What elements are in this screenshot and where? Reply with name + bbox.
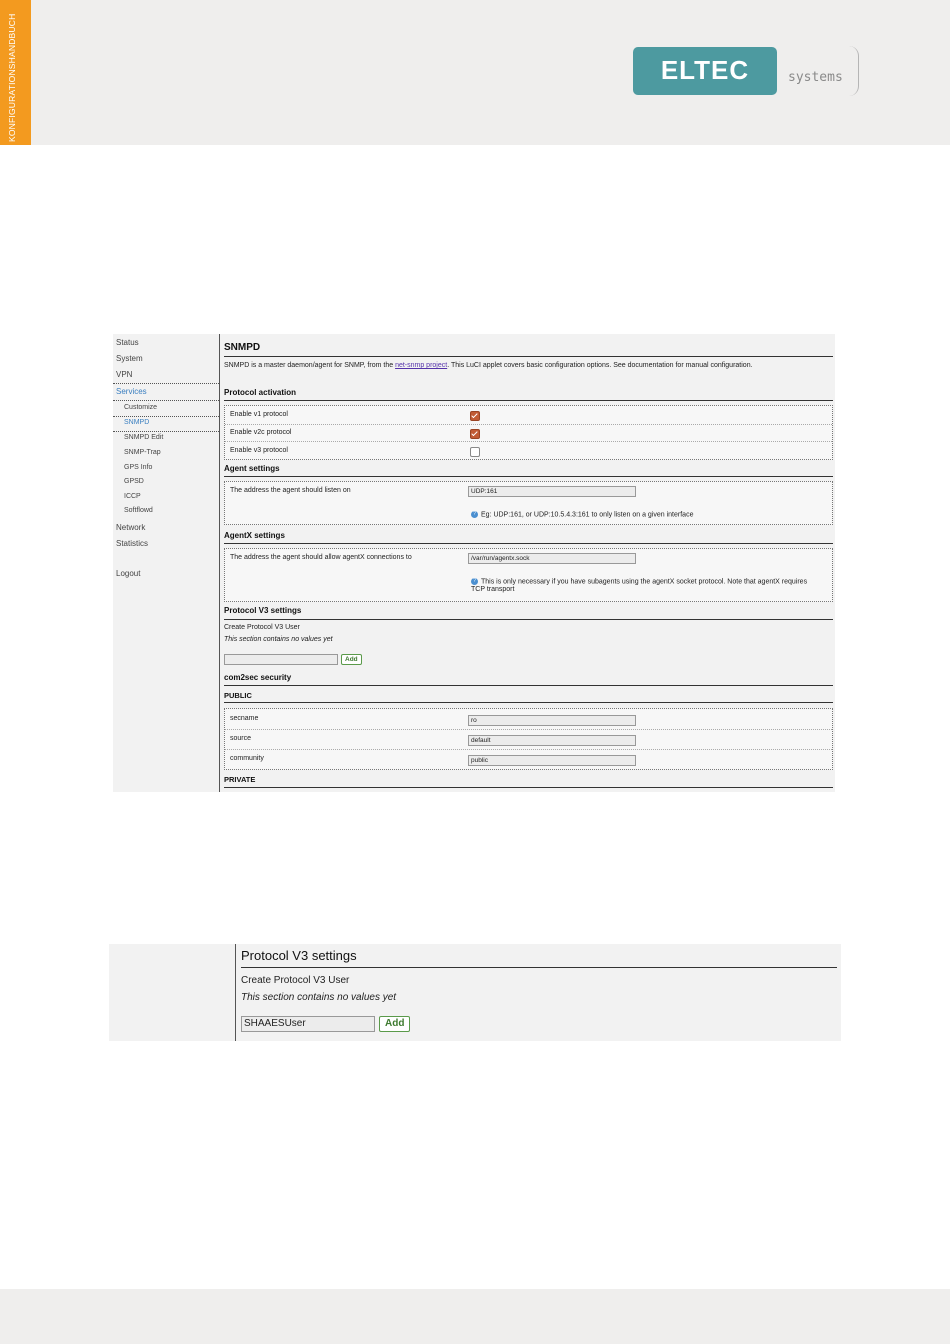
agent-settings-fieldset (224, 481, 833, 525)
nav-gpsd[interactable]: GPSD (124, 478, 144, 485)
side-tab (0, 0, 31, 145)
snmpd-screenshot (113, 334, 835, 792)
v2c-label: Enable v2c protocol (230, 429, 292, 436)
v3-empty-text: This section contains no values yet (224, 636, 333, 643)
com2sec-title: com2sec security (224, 673, 292, 682)
source-row (225, 729, 832, 750)
secname-label: secname (230, 715, 259, 722)
nav-network[interactable]: Network (116, 523, 146, 532)
v3-row (225, 441, 832, 459)
public-fieldset (224, 708, 833, 770)
nav-divider (113, 400, 219, 401)
v2c-row (225, 424, 832, 442)
section-rule (224, 685, 833, 686)
section-rule (224, 476, 833, 477)
v3-user-input[interactable] (224, 654, 338, 665)
nav-divider (113, 431, 219, 432)
v3-add-button[interactable]: Add (341, 654, 362, 665)
agentx-settings-title: AgentX settings (224, 531, 285, 540)
community-label: community (230, 755, 264, 762)
page-description (224, 362, 824, 370)
logo-bracket (846, 46, 859, 96)
section-rule (224, 543, 833, 544)
nav-statistics[interactable]: Statistics (116, 539, 149, 548)
nav-system[interactable]: System (116, 354, 143, 363)
info-icon: ? (471, 578, 478, 585)
title-rule (224, 356, 833, 357)
private-title: PRIVATE (224, 775, 256, 784)
community-input[interactable]: public (468, 755, 636, 766)
v3-zoom-create-label: Create Protocol V3 User (241, 975, 350, 986)
v3-checkbox[interactable] (470, 447, 480, 457)
section-rule (224, 702, 833, 703)
v3-zoom-rule (241, 967, 837, 968)
v3-label: Enable v3 protocol (230, 447, 288, 454)
v2c-checkbox[interactable] (470, 429, 480, 439)
sidebar-nav (113, 334, 220, 792)
info-icon: ? (471, 511, 478, 518)
v3-zoom-empty-text: This section contains no values yet (241, 992, 397, 1003)
v3-zoom-screenshot (109, 944, 841, 1041)
nav-gps-info[interactable]: GPS Info (124, 464, 153, 471)
page-footer (0, 1289, 950, 1344)
agentx-hint-text: This is only necessary if you have subagents using the agentX socket protocol. Note that agentX requires TCP transport (471, 578, 808, 594)
secname-input[interactable]: ro (468, 715, 636, 726)
agentx-settings-fieldset (224, 548, 833, 602)
public-title: PUBLIC (224, 691, 252, 700)
v1-label: Enable v1 protocol (230, 411, 288, 418)
logo-sub-text: systems (788, 70, 843, 85)
listen-label: The address the agent should listen on (230, 487, 351, 494)
source-input[interactable]: default (468, 735, 636, 746)
side-tab-label: KONFIGURATIONSHANDBUCH (7, 13, 17, 142)
nav-customize[interactable]: Customize (124, 404, 158, 411)
eltec-logo (633, 47, 777, 95)
v3-settings-title: Protocol V3 settings (224, 606, 302, 615)
v1-row (225, 406, 832, 424)
page-title: SNMPD (224, 342, 261, 353)
v3-zoom-user-input[interactable]: SHAAESUser (241, 1016, 375, 1032)
listen-hint-text: Eg: UDP:161, or UDP:10.5.4.3:161 to only listen on a given interface (481, 511, 694, 519)
nav-services[interactable]: Services (116, 387, 147, 396)
desc-text-end: . This LuCI applet covers basic configuration options. See documentation for manual configuration. (447, 362, 753, 369)
section-rule (224, 787, 833, 788)
page-header (0, 0, 950, 145)
protocol-activation-fieldset (224, 405, 833, 460)
secname-row (225, 709, 832, 729)
agentx-input[interactable]: /var/run/agentx.sock (468, 553, 636, 564)
net-snmp-link[interactable]: net-snmp project (395, 362, 448, 369)
section-rule (224, 400, 833, 401)
nav-snmpd[interactable]: SNMPD (124, 419, 150, 426)
listen-hint (471, 511, 693, 519)
logo-main-text: ELTEC (660, 55, 750, 85)
desc-text: SNMPD is a master daemon/agent for SNMP, from the (224, 362, 396, 369)
agentx-label: The address the agent should allow agentX connections to (230, 554, 412, 561)
nav-iccp[interactable]: ICCP (124, 493, 141, 500)
community-row (225, 749, 832, 770)
nav-status[interactable]: Status (116, 338, 139, 347)
v3-zoom-title: Protocol V3 settings (241, 948, 357, 963)
nav-vpn[interactable]: VPN (116, 370, 133, 379)
section-rule (224, 619, 833, 620)
agentx-hint (471, 578, 821, 594)
nav-snmpd-edit[interactable]: SNMPD Edit (124, 434, 164, 441)
listen-input[interactable]: UDP:161 (468, 486, 636, 497)
nav-softflowd[interactable]: Softflowd (124, 507, 153, 514)
nav-snmp-trap[interactable]: SNMP-Trap (124, 449, 161, 456)
sidebar-nav-zoom (109, 944, 236, 1041)
nav-logout[interactable]: Logout (116, 569, 141, 578)
v3-create-label: Create Protocol V3 User (224, 624, 300, 631)
agent-settings-title: Agent settings (224, 464, 280, 473)
nav-divider (113, 383, 219, 384)
protocol-activation-title: Protocol activation (224, 388, 297, 397)
source-label: source (230, 735, 252, 742)
v3-zoom-add-button[interactable]: Add (379, 1016, 410, 1032)
v1-checkbox[interactable] (470, 411, 480, 421)
nav-divider (113, 416, 219, 417)
